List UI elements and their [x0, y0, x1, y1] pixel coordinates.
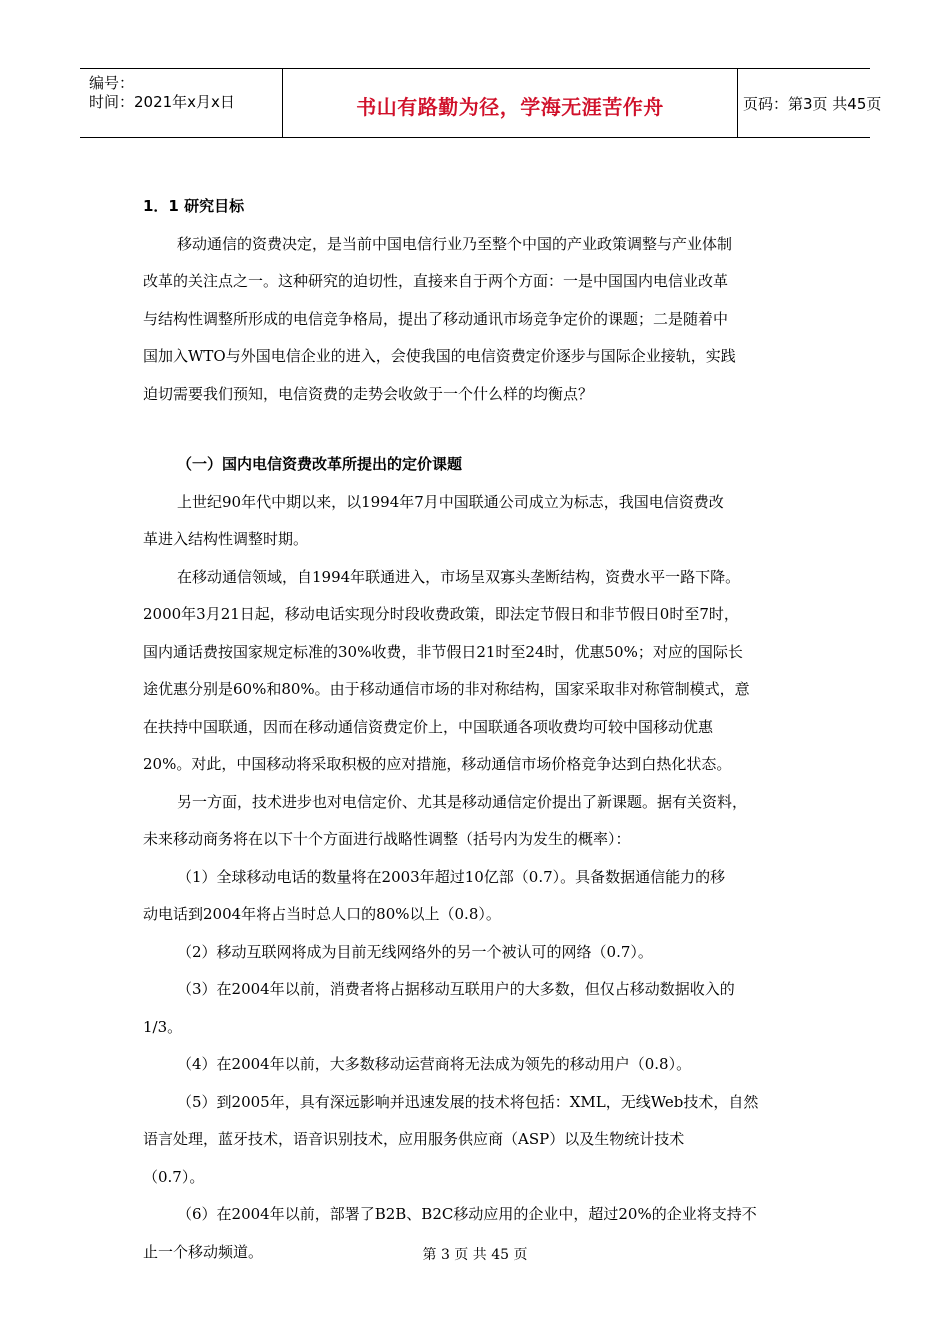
section-spacer — [143, 413, 808, 446]
paragraph-line: 国加入WTO与外国电信企业的进入，会使我国的电信资费定价逐步与国际企业接轨，实践 — [143, 347, 736, 365]
page-footer: 第 3 页 共 45 页 — [422, 1247, 528, 1263]
list-item-line: （0.7）。 — [143, 1167, 205, 1186]
list-item-line: （5）到2005年，具有深远影响并迅速发展的技术将包括：XML，无线Web技术，自然 — [177, 1092, 759, 1111]
paragraph-line: 移动通信的资费决定，是当前中国电信行业乃至整个中国的产业政策调整与产业体制 — [177, 234, 733, 253]
paragraph-line: 与结构性调整所形成的电信竞争格局，提出了移动通讯市场竞争定价的课题；二是随着中 — [143, 309, 729, 328]
document-number-label: 编号： — [89, 74, 135, 92]
paragraph-line: 在移动通信领域，自1994年联通进入，市场呈双寡头垄断结构，资费水平一路下降。 — [177, 567, 741, 586]
list-item-line: （2）移动互联网将成为目前无线网络外的另一个被认可的网络（0.7）。 — [177, 942, 653, 961]
header-motto-cell — [282, 69, 738, 137]
list-item-line: （4）在2004年以前，大多数移动运营商将无法成为领先的移动用户（0.8）。 — [177, 1055, 692, 1073]
list-item-line: （1）全球移动电话的数量将在2003年超过10亿部（0.7）。具备数据通信能力的移 — [177, 867, 726, 886]
list-item-line: 语言处理，蓝牙技术，语音识别技术，应用服务供应商（ASP）以及生物统计技术 — [143, 1130, 685, 1148]
list-item-line: 止一个移动频道。 — [143, 1242, 264, 1261]
list-item-line: 动电话到2004年将占当时总人口的80%以上（0.8）。 — [143, 905, 501, 923]
paragraph-line: 迫切需要我们预知，电信资费的走势会收敛于一个什么样的均衡点？ — [143, 384, 594, 403]
paragraph-line: 途优惠分别是60%和80%。由于移动通信市场的非对称结构，国家采取非对称管制模式，意 — [143, 680, 750, 698]
paragraph-line: 改革的关注点之一。这种研究的迫切性，直接来自于两个方面：一是中国国内电信业改革 — [143, 272, 729, 290]
header-page-cell — [737, 69, 882, 137]
paragraph-line: 在扶持中国联通，因而在移动通信资费定价上，中国联通各项收费均可较中国移动优惠 — [143, 717, 714, 736]
list-item-line: 1/3。 — [143, 1017, 183, 1036]
header-motto: 书山有路勤为径，学海无涯苦作舟 — [356, 95, 664, 119]
paragraph-line: 上世纪90年代中期以来，以1994年7月中国联通公司成立为标志，我国电信资费改 — [177, 492, 724, 511]
subsection-heading: （一）国内电信资费改革所提出的定价课题 — [177, 455, 463, 473]
paragraph-line: 20%。对此，中国移动将采取积极的应对措施，移动通信市场价格竞争达到白热化状态。 — [143, 755, 732, 773]
header-meta-cell — [80, 69, 282, 137]
page-header — [80, 68, 882, 138]
paragraph-line: 未来移动商务将在以下十个方面进行战略性调整（括号内为发生的概率）： — [143, 830, 631, 848]
document-body — [143, 188, 808, 1271]
list-item-line: （3）在2004年以前，消费者将占据移动互联用户的大多数，但仅占移动数据收入的 — [177, 980, 735, 998]
paragraph-line: 2000年3月21日起，移动电话实现分时段收费政策，即法定节假日和非节假日0时至7时， — [143, 605, 739, 623]
section-heading: 1．1 研究目标 — [143, 197, 245, 215]
list-item-line: （6）在2004年以前，部署了B2B、B2C移动应用的企业中，超过20%的企业将支持不 — [177, 1205, 757, 1223]
paragraph-line: 国内通话费按国家规定标准的30%收费，非节假日21时至24时，优惠50%；对应的国际长 — [143, 642, 743, 661]
paragraph-line: 革进入结构性调整时期。 — [143, 530, 309, 548]
paragraph-line: 另一方面，技术进步也对电信定价、尤其是移动通信定价提出了新课题。据有关资料， — [177, 792, 748, 811]
header-page-info: 页码：第3页 共45页 — [743, 95, 882, 113]
document-date-label: 时间：2021年x月x日 — [89, 93, 235, 111]
